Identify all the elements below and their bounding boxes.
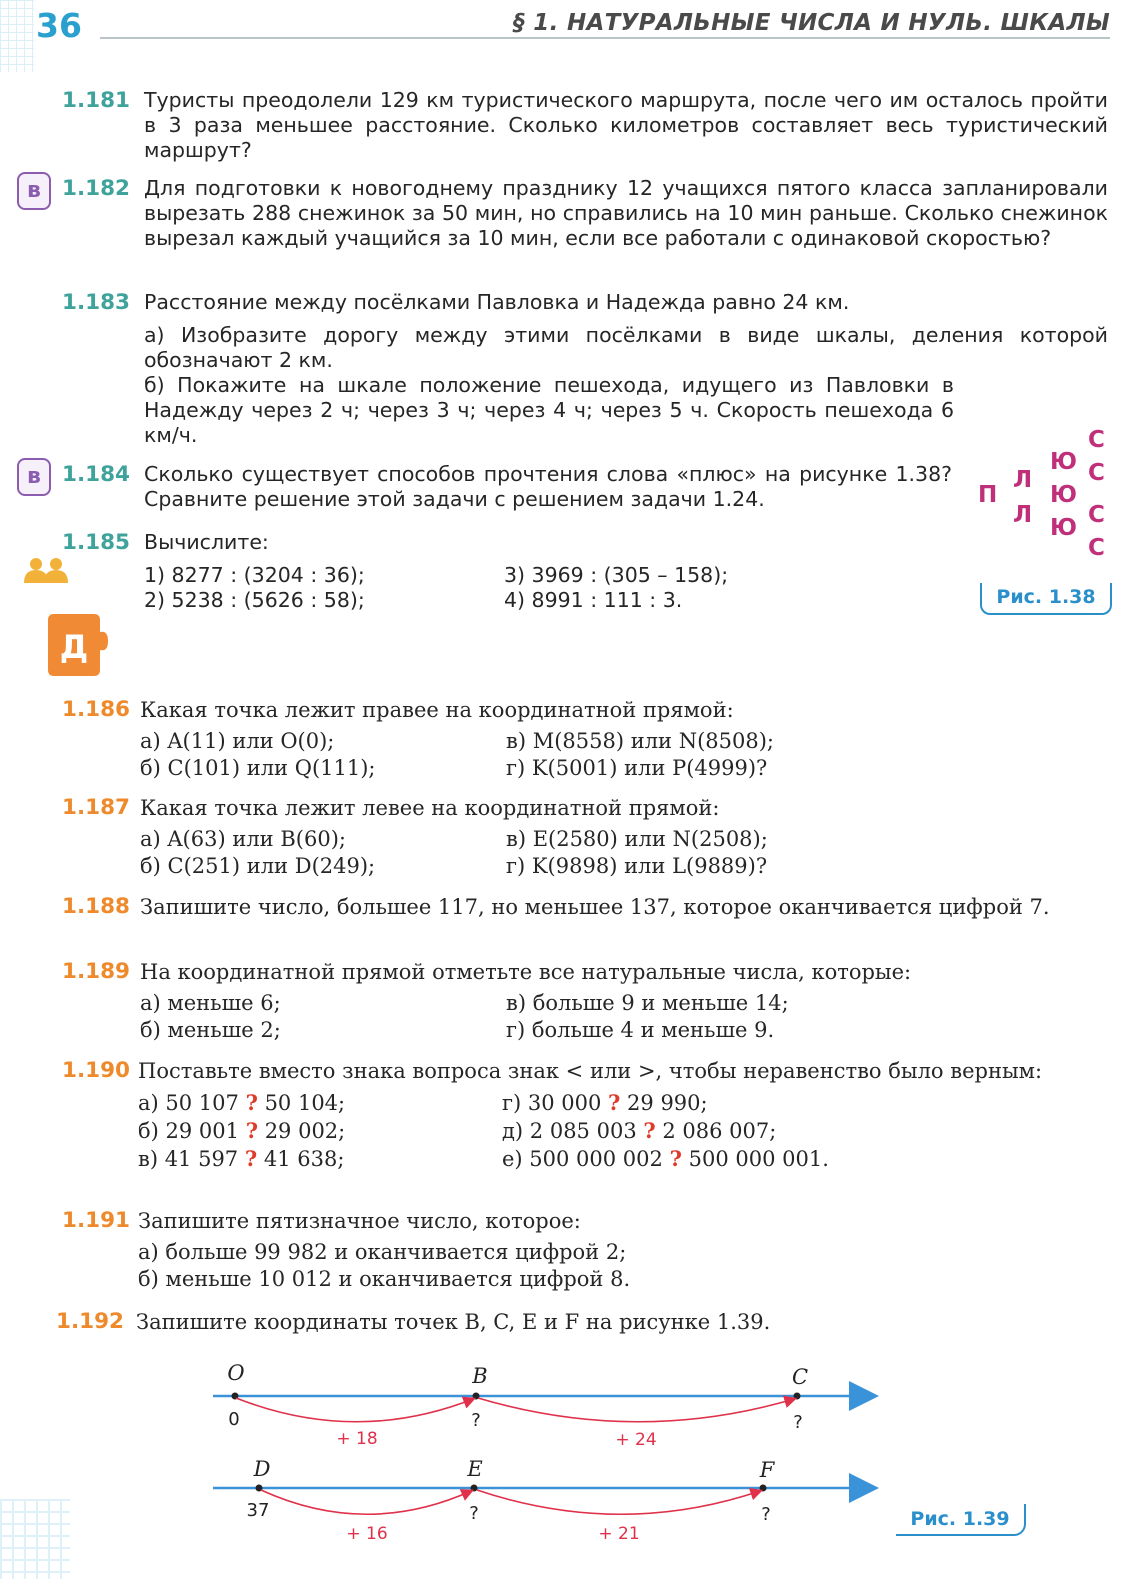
task-item: 1) 8277 : (3204 : 36); <box>144 563 365 587</box>
task-item: б) меньше 10 012 и оканчивается цифрой 8. <box>138 1267 631 1291</box>
task-item: б) меньше 2; <box>140 1018 281 1042</box>
task-item: в) E(2580) или N(2508); <box>506 827 768 851</box>
question-mark: ? <box>245 1118 258 1143</box>
letter-l: Л <box>1013 467 1033 493</box>
task-text: Запишите координаты точек B, C, E и F на рисунке 1.39. <box>136 1310 771 1334</box>
letter-yu: Ю <box>1050 482 1077 508</box>
point-f <box>760 1485 767 1492</box>
task-item: а) больше 99 982 и оканчивается цифрой 2; <box>138 1240 627 1264</box>
question-mark: ? <box>245 1090 258 1115</box>
task-item: г) K(5001) или P(4999)? <box>506 756 768 780</box>
task-text: Запишите число, большее 117, но меньшее 137, которое оканчивается цифрой 7. <box>140 895 1050 919</box>
point-label: F <box>759 1458 775 1482</box>
task-text: Вычислите: <box>144 530 269 554</box>
step-arc <box>236 1398 473 1422</box>
task-part-b: б) Покажите на шкале положение пешехода, идущего из Павловки в Надежду через 2 ч; через 3 ч; через 4 ч; через 5 ч. Скорость пешехода 6 км/ч. <box>144 373 954 447</box>
letter-s: С <box>1088 427 1105 453</box>
task-item: г) больше 4 и меньше 9. <box>506 1018 775 1042</box>
point-label: C <box>791 1365 809 1389</box>
task-number: 1.182 <box>61 176 130 201</box>
task-number: 1.183 <box>61 290 130 315</box>
task-item: е) 500 000 002 ? 500 000 001. <box>502 1146 829 1171</box>
point-label: B <box>472 1364 488 1388</box>
task-item: в) M(8558) или N(8508); <box>506 729 774 753</box>
task-item: а) A(63) или B(60); <box>140 827 346 851</box>
coordinate-value: ? <box>469 1503 479 1524</box>
task-item: в) 41 597 ? 41 638; <box>138 1146 345 1171</box>
task-number: 1.186 <box>61 697 130 722</box>
figure-caption: Рис. 1.39 <box>896 1504 1026 1536</box>
step-label: + 21 <box>598 1524 640 1544</box>
step-label: + 24 <box>615 1430 657 1450</box>
task-item: д) 2 085 003 ? 2 086 007; <box>502 1118 777 1143</box>
question-mark: ? <box>244 1146 258 1171</box>
coordinate-value: ? <box>471 1410 481 1431</box>
task-number: 1.191 <box>61 1208 130 1233</box>
task-item: а) меньше 6; <box>140 991 281 1015</box>
task-item: 3) 3969 : (305 – 158); <box>504 563 729 587</box>
task-item: 2) 5238 : (5626 : 58); <box>144 588 365 612</box>
task-text: Сколько существует способов прочтения слова «плюс» на рисунке 1.38? Сравните решение этой задачи с решением задачи 1.24. <box>144 462 952 511</box>
task-item: б) 29 001 ? 29 002; <box>138 1118 346 1143</box>
letter-s: С <box>1088 460 1105 486</box>
letter-p: П <box>978 482 998 508</box>
task-number: 1.187 <box>61 795 130 820</box>
level-badge-icon: в <box>17 172 51 210</box>
task-text: Какая точка лежит правее на координатной прямой: <box>140 698 734 722</box>
task-text: Туристы преодолели 129 км туристического маршрута, после чего им осталось пройти в 3 раза меньшее расстояние. Сколько километров составляет весь туристический маршрут? <box>144 88 1108 162</box>
point-e <box>471 1485 478 1492</box>
coordinate-value: 0 <box>228 1409 240 1430</box>
task-text: Какая точка лежит левее на координатной прямой: <box>140 796 720 820</box>
figure-caption: Рис. 1.38 <box>980 583 1112 615</box>
point-c <box>794 1393 801 1400</box>
task-text: Для подготовки к новогоднему празднику 12 учащихся пятого класса запланировали вырезать 288 снежинок за 50 мин, но справились на 10 мин раньше. Сколько снежинок вырезал каждый учащийся за 10 мин, если все работали с одинаковой скоростью? <box>144 176 1108 250</box>
level-badge-icon: в <box>17 458 51 496</box>
page-number: 36 <box>36 6 82 45</box>
coordinate-value: ? <box>761 1504 771 1525</box>
step-arc <box>478 1398 794 1422</box>
point-label: O <box>227 1361 245 1385</box>
homework-label: Д <box>59 628 89 666</box>
task-part-a: а) Изобразите дорогу между этими посёлками в виде шкалы, деления которой обозначают 2 км. <box>144 323 1108 372</box>
step-label: + 16 <box>346 1524 388 1544</box>
task-item: 4) 8991 : 111 : 3. <box>504 588 683 612</box>
task-text: Поставьте вместо знака вопроса знак < или >, чтобы неравенство было верным: <box>138 1059 1043 1083</box>
point-label: D <box>253 1457 271 1481</box>
task-number: 1.192 <box>55 1309 124 1334</box>
question-mark: ? <box>608 1090 621 1115</box>
coordinate-value: ? <box>793 1412 803 1433</box>
task-item: г) K(9898) или L(9889)? <box>506 854 768 878</box>
step-label: + 18 <box>336 1429 378 1449</box>
task-number: 1.184 <box>61 462 130 487</box>
point-label: E <box>467 1457 483 1481</box>
task-number: 1.190 <box>61 1058 130 1083</box>
question-mark: ? <box>669 1146 682 1171</box>
step-arc <box>261 1490 471 1514</box>
task-number: 1.181 <box>61 88 130 113</box>
task-item: г) 30 000 ? 29 990; <box>502 1090 708 1115</box>
task-text: Запишите пятизначное число, которое: <box>138 1209 581 1233</box>
step-arc <box>477 1490 760 1514</box>
task-item: в) больше 9 и меньше 14; <box>506 991 789 1015</box>
section-title: § 1. НАТУРАЛЬНЫЕ ЧИСЛА И НУЛЬ. ШКАЛЫ <box>513 10 1110 36</box>
question-mark: ? <box>643 1118 656 1143</box>
task-item: б) C(251) или D(249); <box>140 854 376 878</box>
task-text: Расстояние между посёлками Павловка и Надежда равно 24 км. <box>144 290 850 314</box>
letter-s: С <box>1088 535 1105 561</box>
coordinate-value: 37 <box>246 1500 270 1521</box>
letter-s: С <box>1088 502 1105 528</box>
letter-l: Л <box>1013 502 1033 528</box>
letter-yu: Ю <box>1050 515 1077 541</box>
letter-yu: Ю <box>1050 449 1077 475</box>
task-number: 1.189 <box>61 959 130 984</box>
task-number: 1.185 <box>61 530 130 555</box>
task-item: а) A(11) или O(0); <box>140 729 335 753</box>
task-number: 1.188 <box>61 894 130 919</box>
task-text: На координатной прямой отметьте все натуральные числа, которые: <box>140 960 912 984</box>
task-item: б) C(101) или Q(111); <box>140 756 376 780</box>
task-item: а) 50 107 ? 50 104; <box>138 1090 346 1115</box>
